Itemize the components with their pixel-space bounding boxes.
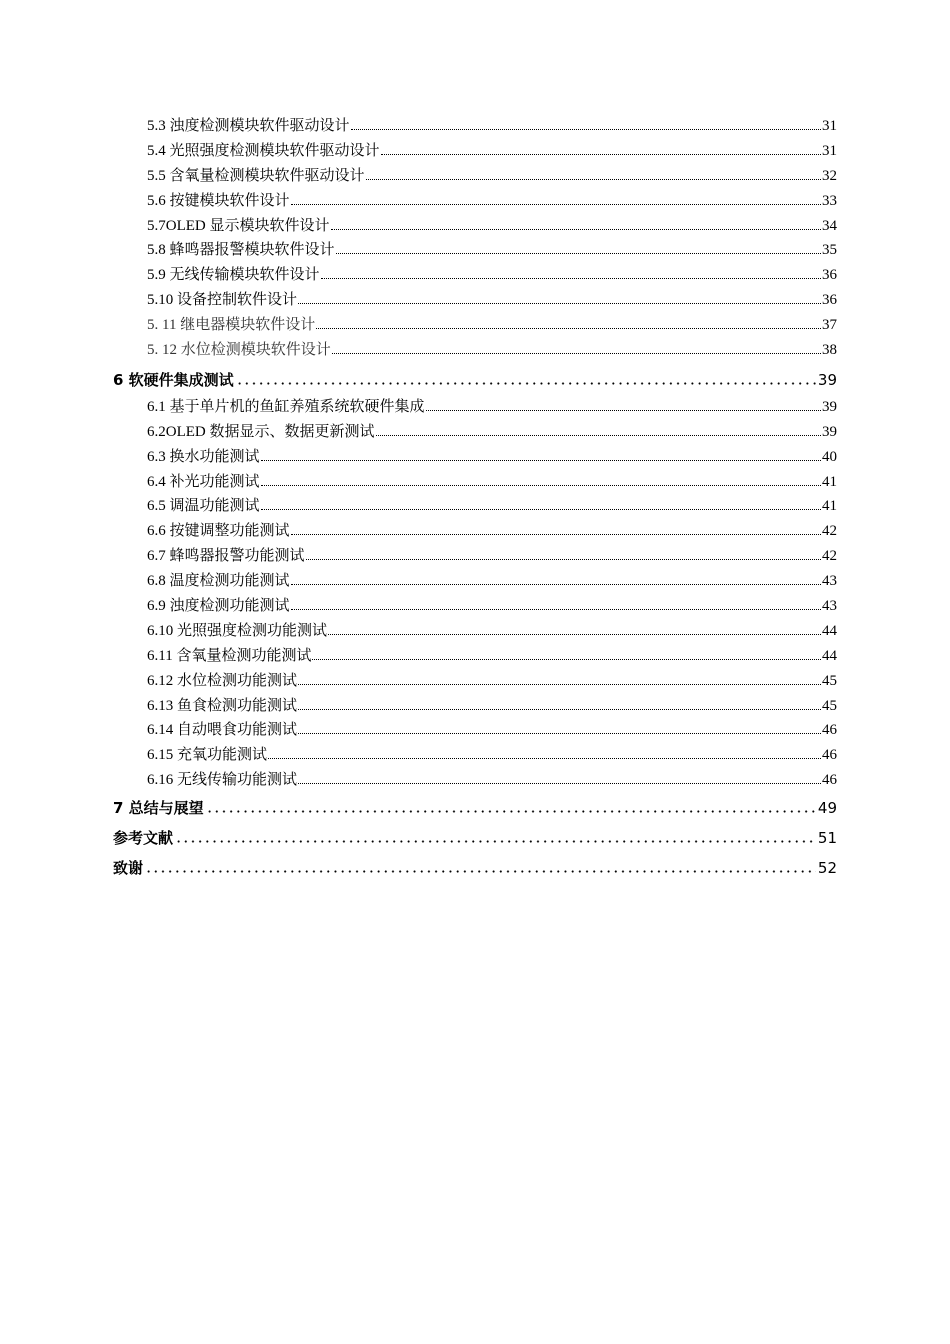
toc-section-entry[interactable]	[113, 470, 837, 495]
toc-dot-leader	[376, 435, 822, 436]
toc-section-entry[interactable]	[113, 445, 837, 470]
toc-page-number: 40	[822, 448, 837, 465]
toc-page-number: 43	[822, 598, 837, 615]
toc-page-number: 49	[817, 799, 837, 818]
toc-page-number: 39	[822, 423, 837, 440]
toc-entry-title: 6.5 调温功能测试	[147, 498, 260, 515]
toc-entry-title: 6.14 自动喂食功能测试	[147, 722, 298, 739]
toc-page-number: 33	[822, 192, 837, 209]
toc-chapter-entry[interactable]	[113, 793, 837, 823]
toc-entry-title: 5.9 无线传输模块软件设计	[147, 267, 320, 284]
toc-entry-title: 6 软硬件集成测试	[113, 370, 234, 389]
toc-page-number: 34	[822, 217, 837, 234]
toc-entry-title: 6.9 浊度检测功能测试	[147, 598, 290, 615]
toc-section-entry[interactable]	[113, 619, 837, 644]
toc-section-entry[interactable]	[113, 544, 837, 569]
toc-entry-title: 6.15 充氧功能测试	[147, 747, 268, 764]
toc-chapter-entry[interactable]	[113, 823, 837, 853]
toc-entry-title: 6.1 基于单片机的鱼缸养殖系统软硬件集成	[147, 398, 425, 415]
toc-dot-leader	[381, 154, 821, 155]
toc-page-number: 42	[822, 548, 837, 565]
toc-page-number: 51	[817, 829, 837, 848]
toc-section-entry[interactable]	[113, 494, 837, 519]
toc-page-number: 31	[822, 118, 837, 134]
toc-page-number: 44	[822, 622, 837, 639]
toc-section-entry[interactable]	[113, 569, 837, 594]
toc-dot-leader	[291, 204, 821, 205]
toc-entry-title: 5.6 按键模块软件设计	[147, 192, 290, 209]
toc-chapter-entry[interactable]	[113, 363, 837, 395]
toc-section-entry[interactable]	[113, 420, 837, 445]
toc-section-entry[interactable]	[113, 594, 837, 619]
toc-section-entry[interactable]	[113, 313, 837, 338]
toc-section-entry[interactable]	[113, 263, 837, 288]
toc-entry-title: 6.11 含氧量检测功能测试	[147, 647, 312, 664]
toc-dot-leader	[298, 709, 821, 710]
toc-entry-title: 5. 11 继电器模块软件设计	[147, 317, 316, 334]
toc-page-number: 43	[822, 573, 837, 590]
toc-page-number: 39	[817, 370, 837, 389]
toc-dot-leader	[268, 758, 821, 759]
toc-dot-leader	[426, 410, 821, 411]
toc-entry-title: 6.7 蜂鸣器报警功能测试	[147, 548, 305, 565]
toc-section-entry[interactable]	[113, 519, 837, 544]
toc-dot-leader	[321, 278, 821, 279]
toc-entry-title: 5.10 设备控制软件设计	[147, 292, 298, 309]
toc-dot-leader	[261, 485, 821, 486]
table-of-contents	[113, 114, 837, 883]
toc-page-number: 36	[822, 267, 837, 284]
toc-page-number: 38	[822, 342, 837, 359]
toc-section-entry[interactable]	[113, 114, 837, 139]
toc-entry-title: 5. 12 水位检测模块软件设计	[147, 342, 331, 359]
toc-dot-leader	[331, 229, 822, 230]
toc-dot-leader	[351, 129, 821, 130]
toc-entry-title: 致谢	[113, 859, 144, 878]
toc-dot-leader	[261, 509, 821, 510]
toc-page-number: 39	[822, 398, 837, 415]
toc-page-number: 32	[822, 167, 837, 184]
toc-dot-leader	[291, 609, 821, 610]
toc-entry-title: 6.4 补光功能测试	[147, 473, 260, 490]
toc-dot-leader	[306, 559, 821, 560]
toc-section-entry[interactable]	[113, 694, 837, 719]
toc-page-number: 35	[822, 242, 837, 259]
toc-page-number: 46	[822, 772, 837, 789]
toc-dot-leader	[175, 840, 816, 843]
toc-section-entry[interactable]	[113, 164, 837, 189]
toc-entry-title: 6.12 水位检测功能测试	[147, 672, 298, 689]
toc-section-entry[interactable]	[113, 288, 837, 313]
toc-section-entry[interactable]	[113, 238, 837, 263]
toc-dot-leader	[206, 810, 816, 813]
toc-page-number: 45	[822, 697, 837, 714]
toc-page-number: 44	[822, 647, 837, 664]
toc-entry-title: 5.4 光照强度检测模块软件驱动设计	[147, 142, 380, 159]
toc-section-entry[interactable]	[113, 214, 837, 239]
toc-dot-leader	[332, 353, 821, 354]
toc-entry-title: 5.8 蜂鸣器报警模块软件设计	[147, 242, 335, 259]
toc-chapter-entry[interactable]	[113, 853, 837, 883]
toc-entry-title: 7 总结与展望	[113, 799, 204, 818]
toc-page-number: 45	[822, 672, 837, 689]
toc-entry-title: 参考文献	[113, 829, 174, 848]
toc-entry-title: 6.2OLED 数据显示、数据更新测试	[147, 423, 375, 440]
toc-section-entry[interactable]	[113, 768, 837, 793]
toc-dot-leader	[298, 684, 821, 685]
toc-dot-leader	[145, 870, 816, 873]
toc-page-number: 46	[822, 722, 837, 739]
toc-entry-title: 5.7OLED 显示模块软件设计	[147, 217, 330, 234]
toc-dot-leader	[328, 634, 821, 635]
toc-section-entry[interactable]	[113, 718, 837, 743]
toc-page-number: 36	[822, 292, 837, 309]
toc-page-number: 31	[822, 142, 837, 159]
toc-section-entry[interactable]	[113, 189, 837, 214]
toc-page-number: 46	[822, 747, 837, 764]
toc-dot-leader	[298, 783, 821, 784]
toc-dot-leader	[298, 303, 821, 304]
toc-dot-leader	[298, 733, 821, 734]
toc-page-number: 41	[822, 498, 837, 515]
toc-section-entry[interactable]	[113, 743, 837, 768]
toc-entry-title: 5.5 含氧量检测模块软件驱动设计	[147, 167, 365, 184]
toc-page-number: 37	[822, 317, 837, 334]
toc-entry-title: 6.10 光照强度检测功能测试	[147, 622, 328, 639]
toc-dot-leader	[291, 584, 821, 585]
toc-entry-title: 6.13 鱼食检测功能测试	[147, 697, 298, 714]
toc-section-entry[interactable]	[113, 139, 837, 164]
toc-dot-leader	[291, 534, 821, 535]
toc-dot-leader	[236, 382, 816, 385]
toc-dot-leader	[366, 179, 821, 180]
toc-entry-title: 5.3 浊度检测模块软件驱动设计	[147, 118, 350, 134]
toc-page-number: 52	[817, 859, 837, 878]
toc-section-entry[interactable]	[113, 395, 837, 420]
toc-entry-title: 6.3 换水功能测试	[147, 448, 260, 465]
toc-dot-leader	[316, 328, 821, 329]
toc-entry-title: 6.16 无线传输功能测试	[147, 772, 298, 789]
toc-page-number: 42	[822, 523, 837, 540]
toc-page-number: 41	[822, 473, 837, 490]
toc-dot-leader	[261, 460, 821, 461]
toc-section-entry[interactable]	[113, 338, 837, 363]
toc-section-entry[interactable]	[113, 669, 837, 694]
toc-dot-leader	[336, 253, 821, 254]
toc-entry-title: 6.8 温度检测功能测试	[147, 573, 290, 590]
toc-dot-leader	[312, 659, 821, 660]
toc-section-entry[interactable]	[113, 644, 837, 669]
toc-entry-title: 6.6 按键调整功能测试	[147, 523, 290, 540]
